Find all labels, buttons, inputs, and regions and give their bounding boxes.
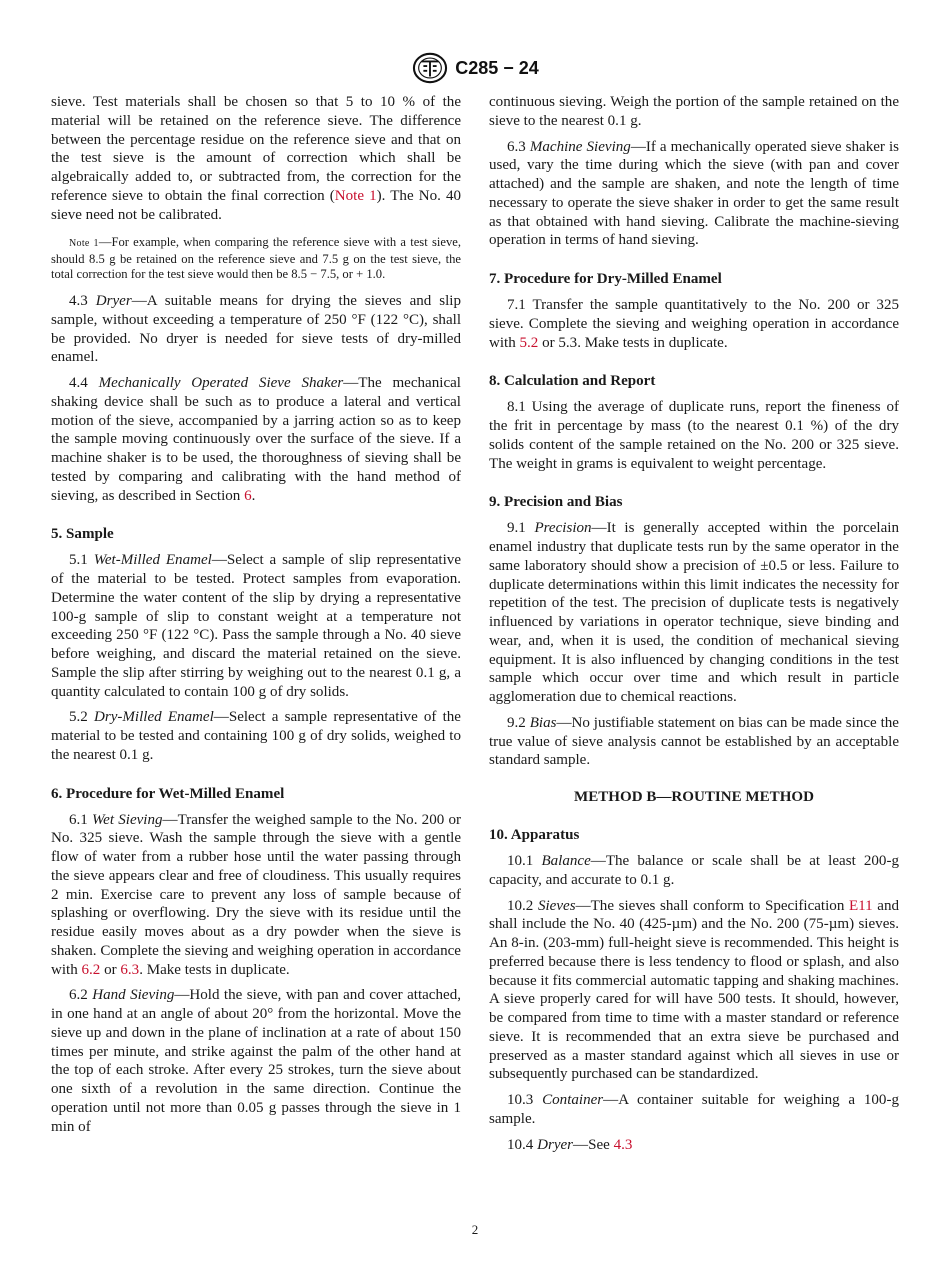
section-6-link[interactable]: 6: [244, 487, 252, 504]
paragraph-6-2-continued: continuous sieving. Weigh the portion of the sample retained on the sieve to the nearest 0.1 g.: [489, 94, 899, 129]
note-1: Note 1—For example, when comparing the reference sieve with a test sieve, should 8.5 g be retained on the reference sieve and 7.5 g on the test sieve, the total correction for the test sieve would then be 8.5 − 7.5, or + 1.0.: [51, 235, 461, 282]
paragraph-10-2: 10.2 Sieves—The sieves shall conform to Specification E11 and shall include the No. 40 (425-µm) and the No. 200 (75-µm) sieves. An 8-in. (203-mm) full-height sieve is recommended. This height is preferred because there is less tendency to flood or splash, and also because it fits commercial automatic tapping and shaking machines. A sieve properly cared for will have 500 tests. It should, however, be compared from time to time with a master standard or reference sieve. It is recommended that an extra sieve be purchased and preserved as a master standard against which all sieves in use or subsequently purchased can be standardized.: [489, 897, 899, 1083]
paragraph-5-2: 5.2 Dry-Milled Enamel—Select a sample representative of the material to be tested and containing 100 g of dry solids, weighed to the nearest 0.1 g.: [51, 709, 461, 763]
paragraph-4-2-continued: sieve. Test materials shall be chosen so that 5 to 10 % of the material will be retained on the reference sieve. The difference between the percentage residue on the reference sieve and that on the test sieve is the amount of correction which shall be algebraically added to, or subtracted from, the correction for the reference sieve to obtain the final correction (Note 1). The No. 40 sieve need not be calibrated.: [51, 94, 461, 223]
page-header: [0, 50, 950, 86]
method-b-heading: METHOD B—ROUTINE METHOD: [574, 789, 814, 805]
section-6-heading: 6. Procedure for Wet-Milled Enamel: [51, 785, 285, 802]
paragraph-9-1: 9.1 Precision—It is generally accepted within the porcelain enamel industry that duplicate tests run by the same operator in the same laboratory should show a precision of ±0.5 or less. Failure to duplicate determinations within this limit indicates the necessity for repetition of the test. The precision of duplicate tests is negatively influenced by variations in operator technique, sieve binding and wear, and, when it is used, the condition of mechanical sieving equipment. It is also influenced by changing conditions in the test sample which occur over time and which result in particle agglomeration due to chemical reactions.: [489, 520, 899, 705]
section-4-3-link[interactable]: 4.3: [613, 1136, 633, 1153]
left-column: [51, 93, 461, 1143]
e11-link[interactable]: E11: [848, 897, 873, 914]
section-5-2-link[interactable]: 5.2: [519, 334, 539, 351]
section-8-heading: 8. Calculation and Report: [489, 373, 656, 390]
paragraph-10-4: 10.4 Dryer—See 4.3: [507, 1136, 633, 1153]
note-1-link[interactable]: Note 1: [334, 187, 377, 204]
section-9-heading: 9. Precision and Bias: [489, 494, 623, 511]
section-7-heading: 7. Procedure for Dry-Milled Enamel: [489, 271, 722, 287]
right-column: [489, 93, 899, 1161]
paragraph-10-1: 10.1 Balance—The balance or scale shall be at least 200-g capacity, and accurate to 0.1 g.: [489, 853, 899, 888]
paragraph-6-3: 6.3 Machine Sieving—If a mechanically operated sieve shaker is used, vary the time during which the sieve (with pan and cover attached) and the sample are shaken, and note the length of time necessary to operate the sieve shaker in order to get the same result as that obtained with hand sieving. Calibrate the machine-sieving operation in terms of hand sieving.: [489, 138, 899, 249]
section-10-heading: 10. Apparatus: [489, 827, 580, 843]
section-5-heading: 5. Sample: [51, 526, 114, 543]
paragraph-4-3: 4.3 Dryer—A suitable means for drying the sieves and slip sample, without exceeding a temperature of 250 °F (122 °C), shall be provided. No dryer is needed for sieve tests of dry-milled enamel.: [51, 293, 461, 366]
astm-logo-icon: [411, 51, 449, 85]
paragraph-4-4: 4.4 Mechanically Operated Sieve Shaker—The mechanical shaking device shall be such as to produce a lateral and vertical motion of the sieve, accompanied by a jarring action so as to keep the sample moving continuously over the surface of the sieve. If a machine shaker is to be used, the thoroughness of sieving shall be tested by comparing and calibrating with the hand method of sieving, as described in Section 6.: [51, 375, 461, 504]
section-6-3-link[interactable]: 6.3: [120, 961, 140, 978]
paragraph-8-1: 8.1 Using the average of duplicate runs, report the fineness of the frit in percentage by mass (to the nearest 0.1 %) of the dry solids content of the sample retained on the No. 200 or 325 sieve. The weight in grams is equivalent to weight percentage.: [489, 399, 899, 472]
page-number: 2: [471, 1222, 479, 1237]
document-id: C285 − 24: [455, 57, 539, 78]
paragraph-7-1: 7.1 Transfer the sample quantitatively to the No. 200 or 325 sieve. Complete the sieving and weighing operation in accordance with 5.2 or 5.3. Make tests in duplicate.: [489, 297, 899, 351]
paragraph-9-2: 9.2 Bias—No justifiable statement on bias can be made since the true value of sieve analysis cannot be established by an acceptable standard sample.: [489, 714, 899, 769]
paragraph-6-2: 6.2 Hand Sieving—Hold the sieve, with pan and cover attached, in one hand at an angle of about 20° from the horizontal. Move the sieve up and down in the plane of inclination at a rate of about 150 times per minute, and strike against the palm of the other hand at the top of each stroke. After every 25 strokes, turn the sieve about one sixth of a revolution in the same direction. Continue the operation until not more than 0.05 g passes through the sieve in 1 min of: [51, 987, 461, 1135]
section-6-2-link[interactable]: 6.2: [81, 961, 101, 978]
paragraph-6-1: 6.1 Wet Sieving—Transfer the weighed sample to the No. 200 or No. 325 sieve. Wash the sample through the sieve with a gentle flow of water from a rubber hose until the water passing through the sieve appears clear and free of cloudiness. This usually requires 2 min. Exercise care to prevent any loss of sample because of splashing or overflowing. Dry the sieve with its residue until the residue easily moves about as a dry powder when the sieve is shaken. Complete the sieving and weighing operation in accordance with 6.2 or 6.3. Make tests in duplicate.: [51, 811, 461, 978]
paragraph-10-3: 10.3 Container—A container suitable for weighing a 100-g sample.: [489, 1092, 899, 1127]
paragraph-5-1: 5.1 Wet-Milled Enamel—Select a sample of slip representative of the material to be tested. Protect samples from evaporation. Determine the water content of the slip by drying a representative 100-g sample of slip to constant weight at a temperature not exceeding 250 °F (122 °C). Pass the sample through a No. 40 sieve before weighing, and discard the material retained on the sieve. Sample the slip after stirring by weighing out to the nearest 0.1 g, a quantity calculated to contain 100 g of dry solids.: [51, 552, 461, 700]
